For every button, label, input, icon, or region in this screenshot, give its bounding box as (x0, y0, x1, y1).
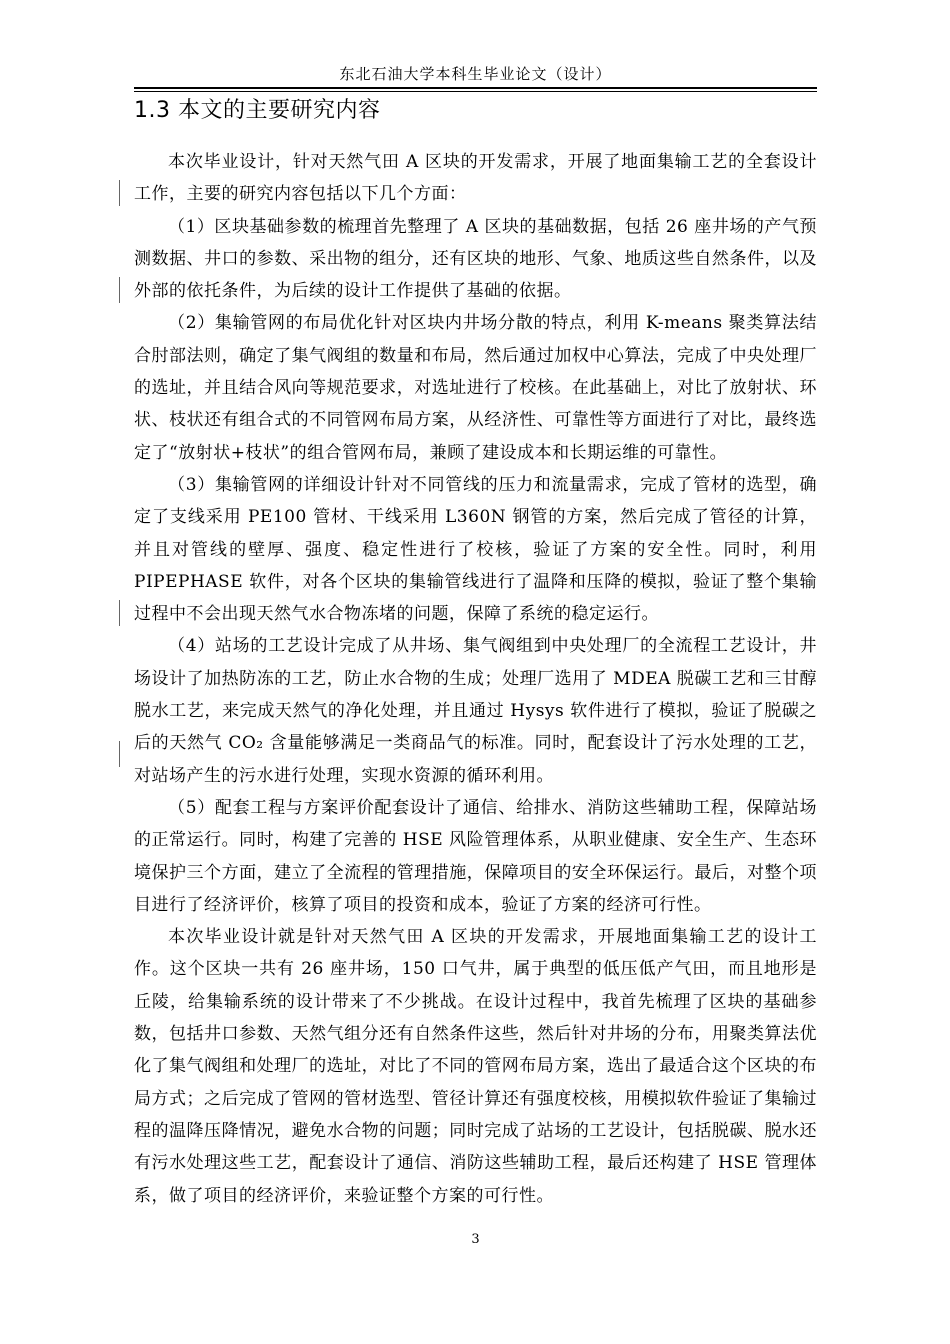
body-text (134, 146, 817, 1212)
paragraph-item-4: （4）站场的工艺设计完成了从井场、集气阀组到中央处理厂的全流程工艺设计，井场设计了加热防冻的工艺，防止水合物的生成；处理厂选用了 MDEA 脱碳工艺和三甘醇脱水工艺，来完成天然气的净化处理，并且通过 Hysys 软件进行了模拟，验证了脱碳之后的天然气 CO₂ 含量能够满足一类商品气的标准。同时，配套设计了污水处理的工艺，对站场产生的污水进行处理，实现水资源的循环利用。 (134, 636, 817, 786)
revision-bar (119, 180, 120, 206)
page-number: 3 (471, 1232, 480, 1247)
header-rule (134, 87, 817, 89)
section-heading: 1.3 本文的主要研究内容 (134, 98, 381, 123)
paragraph-item-2: （2）集输管网的布局优化针对区块内井场分散的特点，利用 K-means 聚类算法结合肘部法则，确定了集气阀组的数量和布局，然后通过加权中心算法，完成了中央处理厂的选址，并且结合风向等规范要求，对选址进行了校核。在此基础上，对比了放射状、环状、枝状还有组合式的不同管网布局方案，从经济性、可靠性等方面进行了对比，最终选定了“放射状+枝状”的组合管网布局，兼顾了建设成本和长期运维的可靠性。 (134, 313, 817, 463)
paragraph-summary: 本次毕业设计就是针对天然气田 A 区块的开发需求，开展地面集输工艺的设计工作。这个区块一共有 26 座井场，150 口气井，属于典型的低压低产气田，而且地形是丘陵，给集输系统的设计带来了不少挑战。在设计过程中，我首先梳理了区块的基础参数，包括井口参数、天然气组分还有自然条件这些，然后针对井场的分布，用聚类算法优化了集气阀组和处理厂的选址，对比了不同的管网布局方案，选出了最适合这个区块的布局方式；之后完成了管网的管材选型、管径计算还有强度校核，用模拟软件验证了集输过程的温降压降情况，避免水合物的问题；同时完成了站场的工艺设计，包括脱碳、脱水还有污水处理这些工艺，配套设计了通信、消防这些辅助工程，最后还构建了 HSE 管理体系，做了项目的经济评价，来验证整个方案的可行性。 (134, 927, 817, 1206)
paragraph-item-5: （5）配套工程与方案评价配套设计了通信、给排水、消防这些辅助工程，保障站场的正常运行。同时，构建了完善的 HSE 风险管理体系，从职业健康、安全生产、生态环境保护三个方面，建立了全流程的管理措施，保障项目的安全环保运行。最后，对整个项目进行了经济评价，核算了项目的投资和成本，验证了方案的经济可行性。 (134, 797, 817, 915)
header-rule-thin (134, 91, 817, 92)
revision-bar (119, 277, 120, 303)
running-header: 东北石油大学本科生毕业论文（设计） (339, 65, 612, 83)
revision-bar (119, 741, 120, 767)
paragraph-item-3: （3）集输管网的详细设计针对不同管线的压力和流量需求，完成了管材的选型，确定了支线采用 PE100 管材、干线采用 L360N 钢管的方案，然后完成了管径的计算，并且对管线的壁厚、强度、稳定性进行了校核，验证了方案的安全性。同时，利用 PIPEPHASE 软件，对各个区块的集输管线进行了温降和压降的模拟，验证了整个集输过程中不会出现天然气水合物冻堵的问题，保障了系统的稳定运行。 (134, 474, 817, 625)
paragraph-item-1: （1）区块基础参数的梳理首先整理了 A 区块的基础数据，包括 26 座井场的产气预测数据、井口的参数、采出物的组分，还有区块的地形、气象、地质这些自然条件，以及外部的依托条件，为后续的设计工作提供了基础的依据。 (134, 216, 817, 302)
paragraph-intro: 本次毕业设计，针对天然气田 A 区块的开发需求，开展了地面集输工艺的全套设计工作，主要的研究内容包括以下几个方面： (134, 152, 817, 205)
revision-bar (119, 600, 120, 626)
